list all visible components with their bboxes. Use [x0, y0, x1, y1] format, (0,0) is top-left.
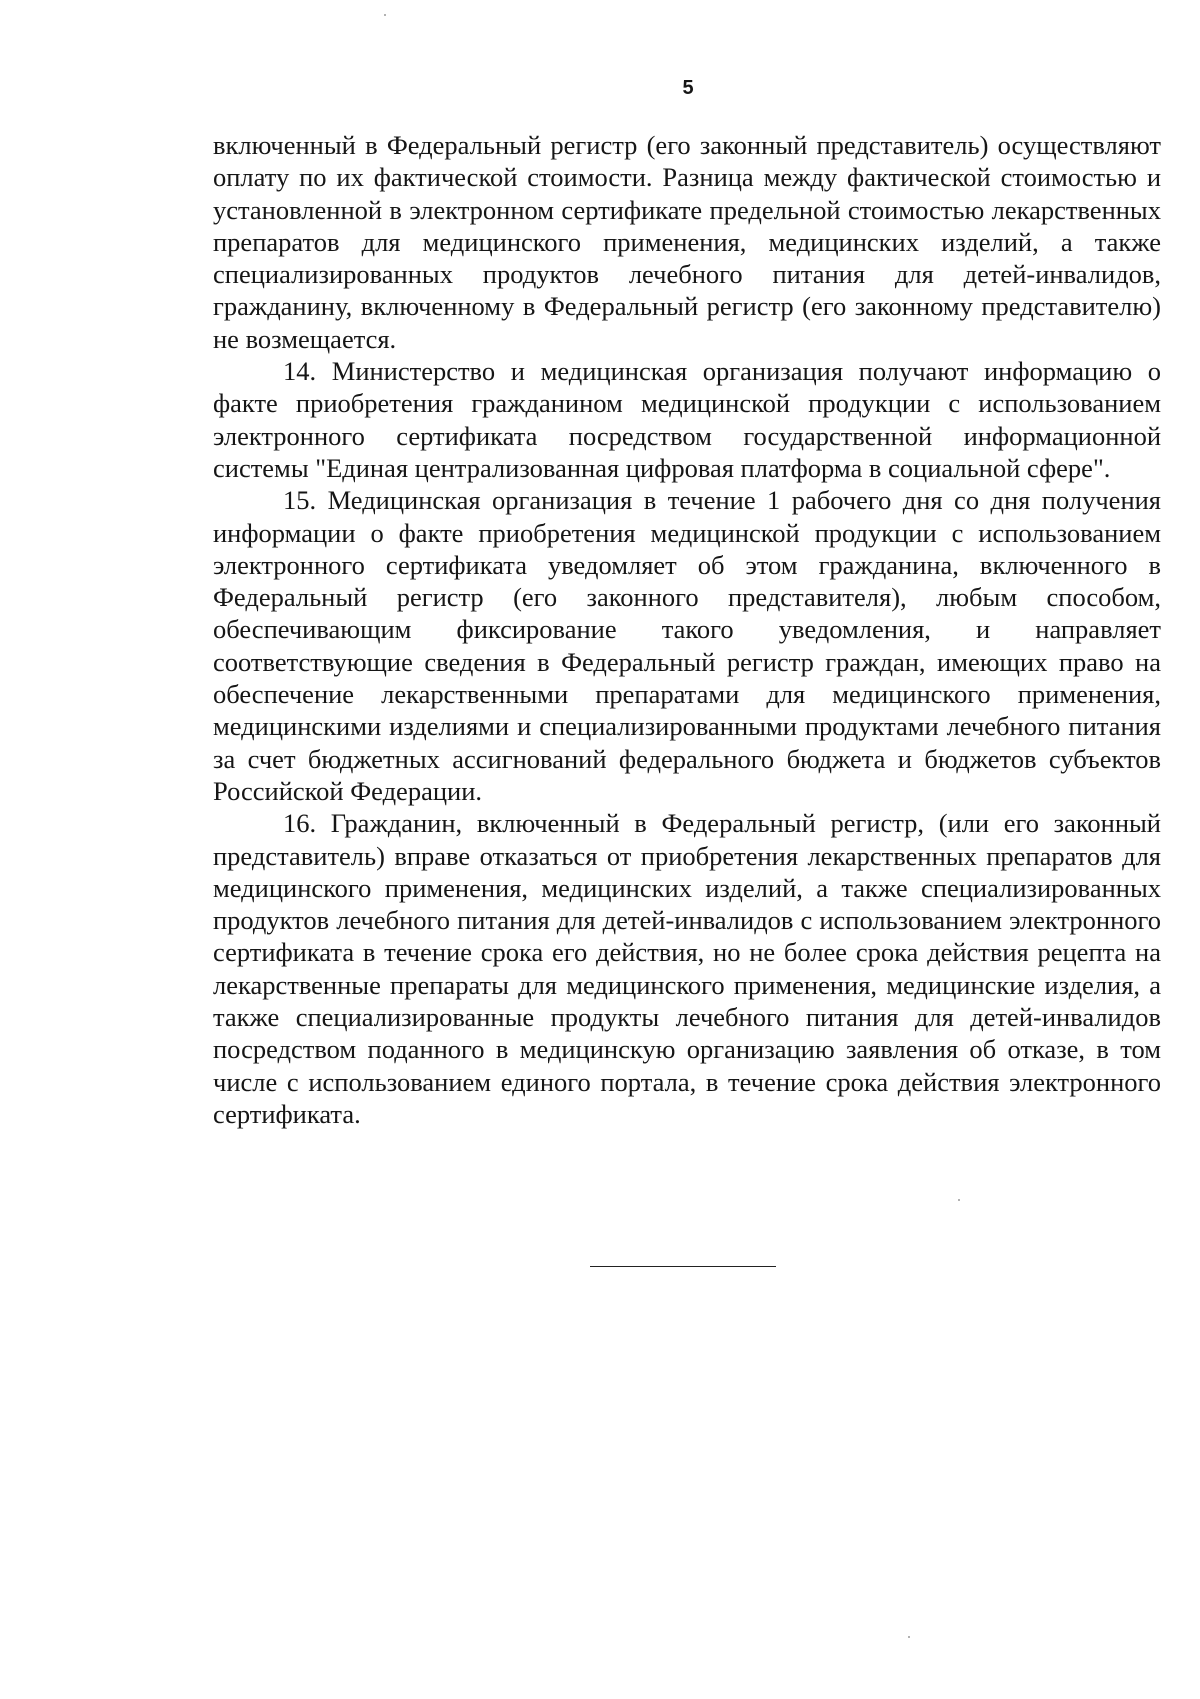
paragraph-15: 15. Медицинская организация в течение 1 рабочего дня со дня получения информации о факте приобретения медицинской продукции с использованием электронного сертификата уведомляет об этом гражданина, включенного в Федеральный регистр (его законного представителя), любым способом, обеспечивающим фиксирование такого уведомления, и направляет соответствующие сведения в Федеральный регистр граждан, имеющих право на обеспечение лекарственными препаратами для медицинского применения, медицинскими изделиями и специализированными продуктами лечебного питания за счет бюджетных ассигнований федерального бюджета и бюджетов субъектов Российской Федерации.: [213, 485, 1161, 806]
page-number: 5: [682, 77, 694, 99]
document-body: [213, 129, 1161, 1130]
paragraph-14: 14. Министерство и медицинская организация получают информацию о факте приобретения гражданином медицинской продукции с использованием электронного сертификата посредством государственной информационной системы "Единая централизованная цифровая платформа в социальной сфере".: [213, 356, 1161, 483]
paragraph-16: 16. Гражданин, включенный в Федеральный регистр, (или его законный представитель) вправе отказаться от приобретения лекарственных препаратов для медицинского применения, медицинских изделий, а также специализированных продуктов лечебного питания для детей-инвалидов с использованием электронного сертификата в течение срока его действия, но не более срока действия рецепта на лекарственные препараты для медицинского применения, медицинские изделия, а также специализированные продукты лечебного питания для детей-инвалидов посредством поданного в медицинскую организацию заявления об отказе, в том числе с использованием единого портала, в течение срока действия электронного сертификата.: [213, 808, 1161, 1129]
paragraph-continuation: включенный в Федеральный регистр (его законный представитель) осуществляют оплату по их фактической стоимости. Разница между фактической стоимостью и установленной в электронном сертификате предельной стоимостью лекарственных препаратов для медицинского применения, медицинских изделий, а также специализированных продуктов лечебного питания для детей-инвалидов, гражданину, включенному в Федеральный регистр (его законному представителю) не возмещается.: [213, 130, 1161, 354]
end-of-text-rule: [590, 1266, 776, 1267]
scan-speck: [958, 1199, 960, 1201]
scan-speck: [908, 1636, 910, 1638]
scan-speck: [384, 14, 386, 16]
